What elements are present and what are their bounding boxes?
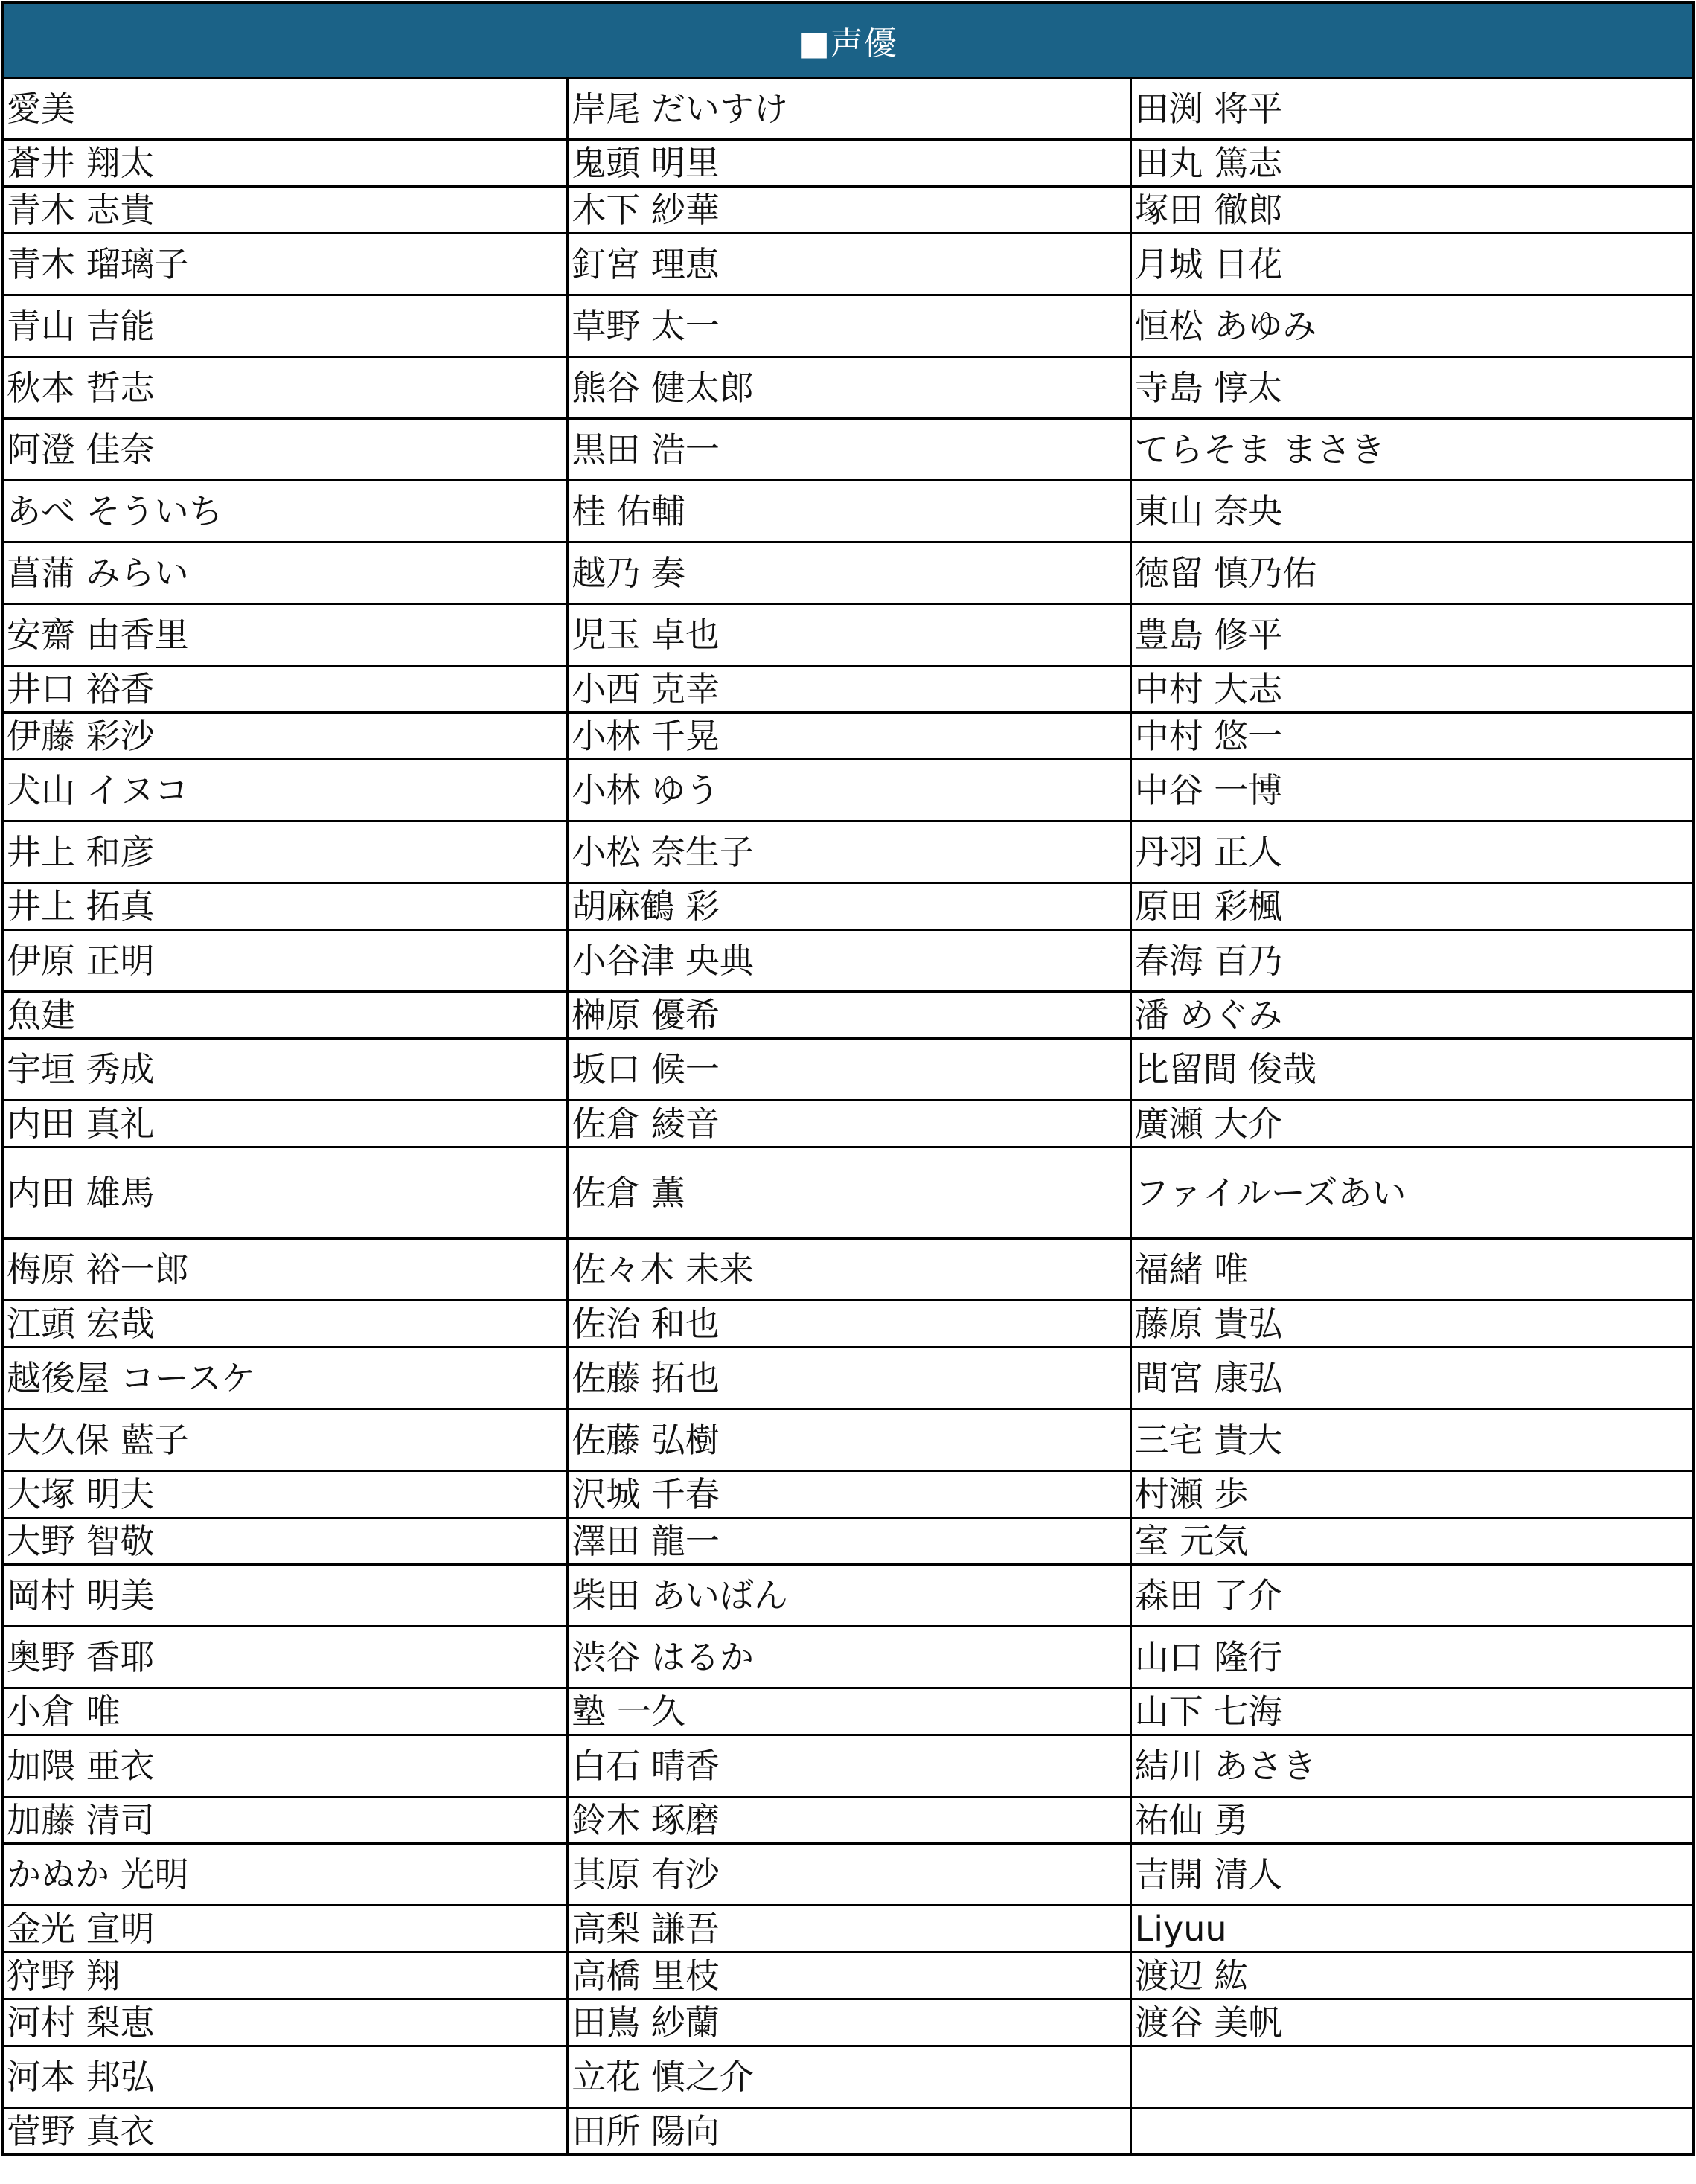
table-cell: 澤田 龍一: [566, 1519, 1129, 1563]
table-row: [4, 884, 1692, 931]
table-cell: 蒼井 翔太: [7, 143, 155, 183]
table-cell: 菖蒲 みらい: [7, 553, 189, 593]
table-cell: 大久保 藍子: [7, 1420, 189, 1460]
table-cell: 立花 慎之介: [566, 2047, 1129, 2107]
table-cell: 草野 太一: [566, 296, 1129, 356]
table-cell: 田丸 篤志: [1130, 141, 1692, 185]
table-title: ■声優: [799, 25, 897, 63]
table-cell: 鬼頭 明里: [566, 141, 1129, 185]
table-cell: 小倉 唯: [7, 1691, 121, 1732]
table-row: [4, 141, 1692, 188]
table-row: [4, 1798, 1692, 1845]
table-row: [4, 79, 1692, 141]
table-cell: 室 元気: [1130, 1519, 1692, 1563]
table-cell: 藤原 貴弘: [1130, 1301, 1692, 1346]
table-cell: 阿澄 佳奈: [7, 429, 155, 470]
table-cell: 豊島 修平: [1130, 605, 1692, 665]
table-cell: 井上 和彦: [7, 832, 155, 872]
table-cell: 安齋 由香里: [7, 615, 189, 655]
table-cell: 丹羽 正人: [1130, 822, 1692, 882]
table-cell: 佐倉 薫: [566, 1148, 1129, 1237]
table-cell: 中村 大志: [1130, 667, 1692, 711]
table-cell: Liyuu: [1130, 1906, 1692, 1951]
table-cell: 其原 有沙: [566, 1845, 1129, 1904]
table-row: [4, 481, 1692, 543]
table-cell: 加隈 亜衣: [7, 1746, 155, 1786]
table-cell: 鈴木 琢磨: [566, 1798, 1129, 1842]
table-row: [4, 1566, 1692, 1627]
table-cell: 菅野 真衣: [7, 2111, 155, 2151]
table-cell: 中村 悠一: [1130, 714, 1692, 758]
table-cell: てらそま まさき: [1130, 420, 1692, 479]
table-cell: 岡村 明美: [7, 1575, 155, 1615]
table-cell: 白石 晴香: [566, 1736, 1129, 1796]
table-cell: 岸尾 だいすけ: [566, 79, 1129, 138]
table-cell: 佐治 和也: [566, 1301, 1129, 1346]
table-cell: 沢城 千春: [566, 1472, 1129, 1517]
table-cell: 坂口 候一: [566, 1040, 1129, 1099]
table-cell: 佐々木 未来: [566, 1240, 1129, 1299]
table-cell: 東山 奈央: [1130, 481, 1692, 541]
table-cell: 加藤 清司: [7, 1800, 155, 1840]
table-cell: 間宮 康弘: [1130, 1348, 1692, 1408]
table-cell: 木下 紗華: [566, 188, 1129, 232]
table-cell: 小松 奈生子: [566, 822, 1129, 882]
table-cell: 熊谷 健太郎: [566, 358, 1129, 417]
table-cell: 高橋 里枝: [566, 1953, 1129, 1998]
table-cell: [1130, 2047, 1692, 2107]
table-row: [4, 2109, 1692, 2156]
table-row: [4, 605, 1692, 667]
table-cell: 原田 彩楓: [1130, 884, 1692, 929]
table-cell: 恒松 あゆみ: [1130, 296, 1692, 356]
table-cell: 山口 隆行: [1130, 1627, 1692, 1687]
table-cell: 佐倉 綾音: [566, 1101, 1129, 1146]
table-cell: 大野 智敬: [7, 1521, 155, 1561]
table-cell: 伊原 正明: [7, 941, 155, 981]
table-row: [4, 1101, 1692, 1148]
table-row: [4, 1240, 1692, 1301]
table-cell: 青木 瑠璃子: [7, 244, 189, 284]
table-cell: 愛美: [7, 89, 75, 129]
table-cell: 高梨 謙吾: [566, 1906, 1129, 1951]
table-cell: 江頭 宏哉: [7, 1304, 155, 1344]
table-cell: 春海 百乃: [1130, 931, 1692, 990]
table-row: [4, 1906, 1692, 1953]
table-cell: 森田 了介: [1130, 1566, 1692, 1625]
table-cell: 越乃 奏: [566, 543, 1129, 603]
table-cell: 田嶌 紗蘭: [566, 2000, 1129, 2045]
table-cell: 魚建: [7, 995, 75, 1035]
table-cell: 月城 日花: [1130, 234, 1692, 294]
table-cell: 田渕 将平: [1130, 79, 1692, 138]
table-cell: 徳留 慎乃佑: [1130, 543, 1692, 603]
table-cell: 黒田 浩一: [566, 420, 1129, 479]
table-cell: 青木 志貴: [7, 190, 155, 230]
table-cell: 井口 裕香: [7, 669, 155, 709]
table-row: [4, 1689, 1692, 1736]
table-cell: 山下 七海: [1130, 1689, 1692, 1734]
table-row: [4, 993, 1692, 1040]
table-row: [4, 1148, 1692, 1240]
table-cell: 祐仙 勇: [1130, 1798, 1692, 1842]
table-cell: かぬか 光明: [7, 1854, 189, 1895]
table-cell: 佐藤 弘樹: [566, 1410, 1129, 1470]
table-cell: 渡辺 紘: [1130, 1953, 1692, 1998]
table-body: [1, 79, 1695, 2156]
table-row: [4, 1301, 1692, 1348]
table-cell: 小林 ゆう: [566, 760, 1129, 820]
table-row: [4, 2000, 1692, 2047]
table-cell: 潘 めぐみ: [1130, 993, 1692, 1037]
table-row: [4, 1627, 1692, 1689]
table-cell: 塚田 徹郎: [1130, 188, 1692, 232]
table-cell: 児玉 卓也: [566, 605, 1129, 665]
table-row: [4, 1410, 1692, 1472]
table-cell: あべ そういち: [7, 491, 223, 531]
table-cell: 吉開 清人: [1130, 1845, 1692, 1904]
table-row: [4, 822, 1692, 884]
table-cell: 井上 拓真: [7, 886, 155, 926]
table-cell: 渋谷 はるか: [566, 1627, 1129, 1687]
table-row: [4, 1519, 1692, 1566]
table-row: [4, 1845, 1692, 1906]
table-cell: 宇垣 秀成: [7, 1049, 155, 1089]
table-row: [4, 760, 1692, 822]
table-cell: 河村 梨恵: [7, 2002, 155, 2043]
table-cell: [1130, 2109, 1692, 2153]
table-row: [4, 1040, 1692, 1101]
table-cell: 梅原 裕一郎: [7, 1249, 189, 1290]
table-cell: ファイルーズあい: [1130, 1148, 1692, 1237]
table-row: [4, 931, 1692, 993]
table-cell: 塾 一久: [566, 1689, 1129, 1734]
table-cell: 釘宮 理恵: [566, 234, 1129, 294]
table-cell: 伊藤 彩沙: [7, 716, 155, 756]
table-row: [4, 1736, 1692, 1798]
table-cell: 田所 陽向: [566, 2109, 1129, 2153]
table-row: [4, 234, 1692, 296]
table-cell: 佐藤 拓也: [566, 1348, 1129, 1408]
table-cell: 小西 克幸: [566, 667, 1129, 711]
table-row: [4, 667, 1692, 714]
table-cell: 小林 千晃: [566, 714, 1129, 758]
table-cell: 小谷津 央典: [566, 931, 1129, 990]
table-cell: 村瀬 歩: [1130, 1472, 1692, 1517]
table-cell: 胡麻鶴 彩: [566, 884, 1129, 929]
table-cell: 内田 真礼: [7, 1104, 155, 1144]
table-cell: 廣瀬 大介: [1130, 1101, 1692, 1146]
table-row: [4, 2047, 1692, 2109]
table-cell: 秋本 哲志: [7, 368, 155, 408]
table-cell: 奥野 香耶: [7, 1637, 155, 1677]
table-cell: 柴田 あいばん: [566, 1566, 1129, 1625]
table-row: [4, 188, 1692, 234]
table-row: [4, 1348, 1692, 1410]
table-cell: 狩野 翔: [7, 1956, 121, 1996]
table-cell: 犬山 イヌコ: [7, 770, 189, 810]
table-cell: 中谷 一博: [1130, 760, 1692, 820]
table-cell: 結川 あさき: [1130, 1736, 1692, 1796]
table-cell: 渡谷 美帆: [1130, 2000, 1692, 2045]
table-cell: 越後屋 コースケ: [7, 1358, 256, 1398]
table-cell: 福緒 唯: [1130, 1240, 1692, 1299]
table-row: [4, 296, 1692, 358]
table-header: [1, 1, 1695, 79]
table-cell: 三宅 貴大: [1130, 1410, 1692, 1470]
table-row: [4, 714, 1692, 760]
table-row: [4, 1953, 1692, 2000]
table-cell: 内田 雄馬: [7, 1173, 155, 1213]
table-row: [4, 358, 1692, 420]
table-cell: 金光 宣明: [7, 1909, 155, 1949]
table-cell: 河本 邦弘: [7, 2057, 155, 2097]
table-cell: 青山 吉能: [7, 306, 155, 346]
table-row: [4, 543, 1692, 605]
table-cell: 比留間 俊哉: [1130, 1040, 1692, 1099]
table-cell: 榊原 優希: [566, 993, 1129, 1037]
table-cell: 大塚 明夫: [7, 1474, 155, 1514]
table-cell: 寺島 惇太: [1130, 358, 1692, 417]
table-row: [4, 1472, 1692, 1519]
table-cell: 桂 佑輔: [566, 481, 1129, 541]
table-row: [4, 420, 1692, 481]
